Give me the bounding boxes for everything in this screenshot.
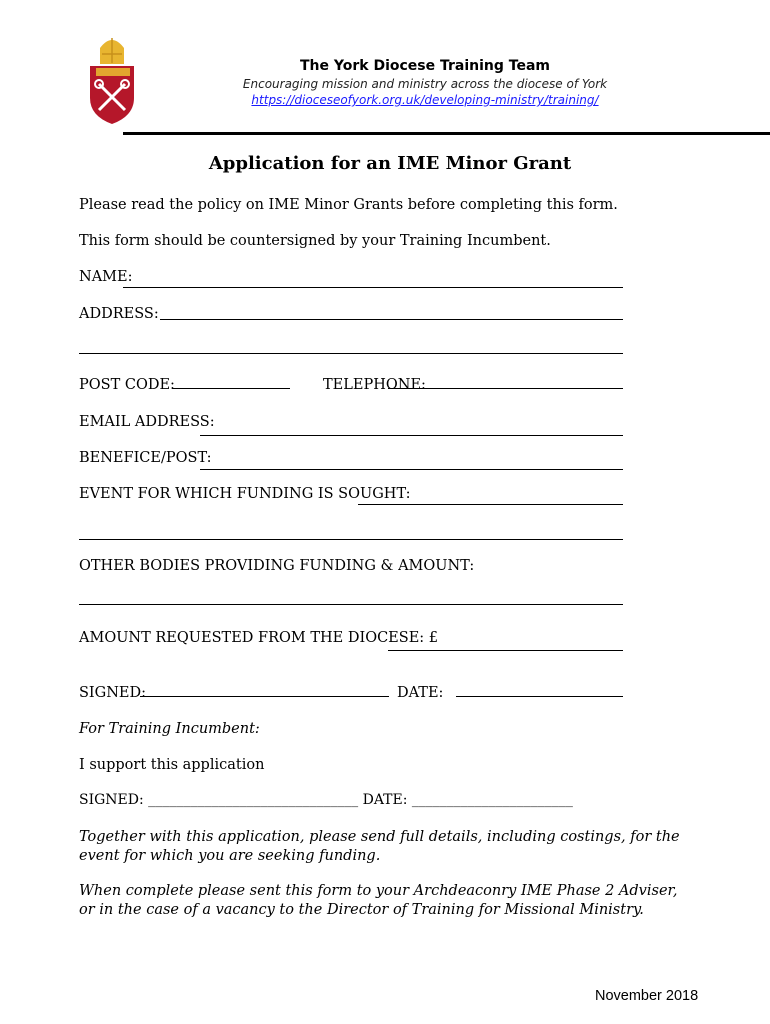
incumbent-support: I support this application xyxy=(79,757,265,773)
form-title: Application for an IME Minor Grant xyxy=(208,153,572,174)
note-send: When complete please sent this form to your Archdeaconry IME Phase 2 Adviser, or in the case of a vacancy to the Director of Training for Missional Ministry. xyxy=(79,883,678,918)
amount-label: AMOUNT REQUESTED FROM THE DIOCESE: £ xyxy=(79,630,439,646)
address-label: ADDRESS: xyxy=(79,306,159,322)
date-label: DATE: xyxy=(397,685,444,701)
event-field[interactable] xyxy=(358,504,623,505)
footer-date: November 2018 xyxy=(595,988,699,1004)
header-title: The York Diocese Training Team xyxy=(300,58,550,74)
telephone-field[interactable] xyxy=(388,388,623,389)
telephone-label: TELEPHONE: xyxy=(323,377,426,393)
intro-policy: Please read the policy on IME Minor Grants before completing this form. xyxy=(79,197,618,213)
signed-field[interactable] xyxy=(140,696,389,697)
intro-countersign: This form should be countersigned by your Training Incumbent. xyxy=(79,233,551,249)
amount-field[interactable] xyxy=(388,650,623,651)
email-label: EMAIL ADDRESS: xyxy=(79,414,215,430)
email-field[interactable] xyxy=(200,435,623,436)
benefice-label: BENEFICE/POST: xyxy=(79,450,212,466)
name-label: NAME: xyxy=(79,269,133,285)
other-bodies-field[interactable] xyxy=(79,604,623,605)
header-subtitle: Encouraging mission and ministry across the diocese of York xyxy=(242,77,608,91)
postcode-label: POST CODE: xyxy=(79,377,175,393)
name-field[interactable] xyxy=(123,287,623,288)
other-bodies-label: OTHER BODIES PROVIDING FUNDING & AMOUNT: xyxy=(79,558,475,574)
event-label: EVENT FOR WHICH FUNDING IS SOUGHT: xyxy=(79,486,411,502)
incumbent-signed-line[interactable]: SIGNED: ______________________________ DATE: _______________________ xyxy=(79,792,573,808)
date-field[interactable] xyxy=(456,696,623,697)
signed-label: SIGNED: xyxy=(79,685,147,701)
address-field-line-2[interactable] xyxy=(79,353,623,354)
address-field[interactable] xyxy=(160,319,623,320)
note-details: Together with this application, please send full details, including costings, for the event for which you are seeking funding. xyxy=(79,829,680,864)
event-field-line-2[interactable] xyxy=(79,539,623,540)
diocese-crest-icon xyxy=(86,36,138,126)
benefice-field[interactable] xyxy=(200,469,623,470)
postcode-field[interactable] xyxy=(172,388,290,389)
incumbent-heading: For Training Incumbent: xyxy=(79,721,260,737)
header-link[interactable]: https://dioceseofyork.org.uk/developing-ministry/training/ xyxy=(251,93,599,107)
header-rule xyxy=(123,132,770,135)
